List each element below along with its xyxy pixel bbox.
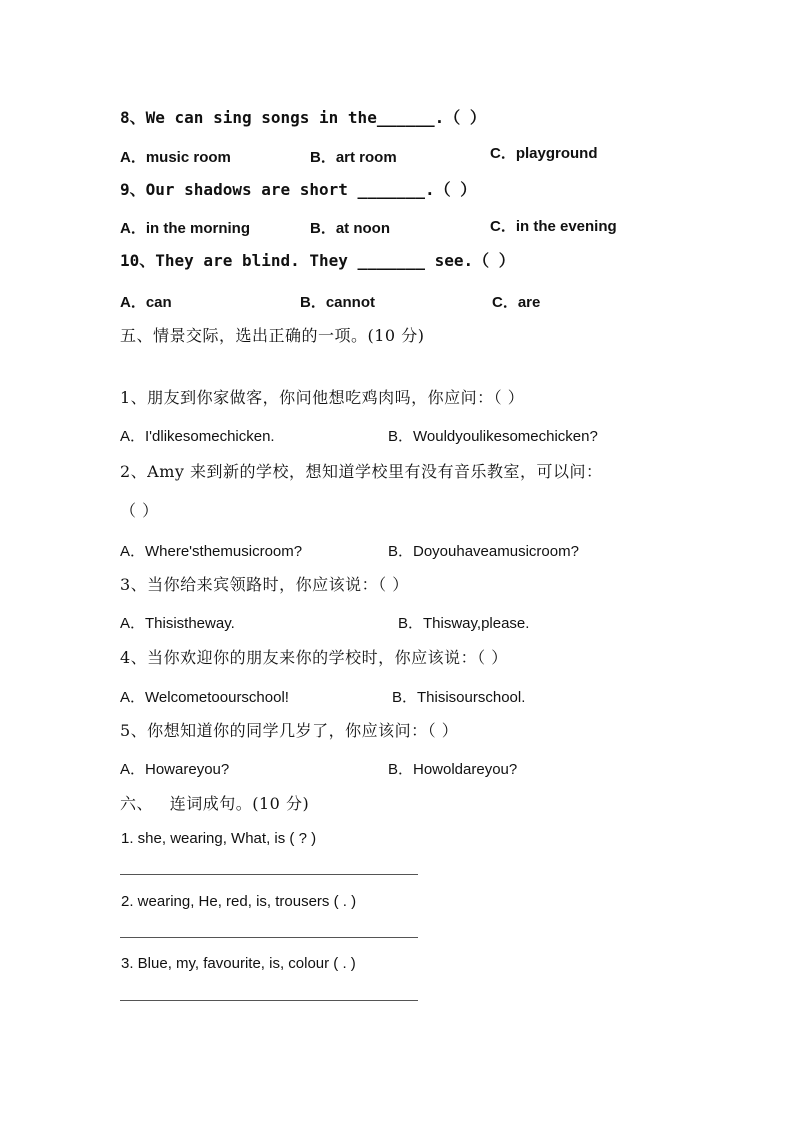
s6-item-3: 3. Blue, my, favourite, is, colour ( . ) (121, 955, 356, 972)
s6-item-2: 2. wearing, He, red, is, trousers ( . ) (121, 893, 357, 910)
s5-question-2: 2、Amy 来到新的学校，想知道学校里有没有音乐教室，可以问： (120, 462, 603, 481)
section-5-title: 五、情景交际，选出正确的一项。(10 分) (120, 326, 425, 345)
s5-q1-option-a: A．I'dlikesomechicken. (120, 428, 275, 445)
s5-q5-option-a: A．Howareyou? (120, 761, 230, 778)
q10-option-b: B．cannot (300, 294, 376, 311)
s5-q3-option-a: A．Thisistheway. (120, 615, 235, 632)
q9-option-c: C．in the evening (490, 218, 617, 235)
q8-option-a: A．music room (120, 149, 231, 166)
s5-question-4: 4、当你欢迎你的朋友来你的学校时，你应该说：（ ） (120, 648, 508, 667)
q9-option-b: B．at noon (310, 220, 390, 237)
s5-q4-option-a: A．Welcometoourschool! (120, 689, 289, 706)
s6-answer-line-3 (120, 1000, 418, 1001)
question-10: 10、They are blind. They _______ see.（ ） (120, 251, 515, 270)
s5-q2-option-b: B．Doyouhaveamusicroom? (388, 543, 579, 560)
q8-option-c: C．playground (490, 145, 598, 162)
q8-option-b: B．art room (310, 149, 397, 166)
q10-option-c: C．are (492, 294, 541, 311)
s5-question-2-paren: （ ） (120, 501, 159, 520)
s6-answer-line-1 (120, 874, 418, 875)
section-6-title: 六、 连词成句。(10 分) (120, 794, 310, 813)
s5-q4-option-b: B．Thisisourschool. (392, 689, 526, 706)
s5-question-5: 5、你想知道你的同学几岁了，你应该问：（ ） (120, 721, 459, 740)
s6-item-1: 1. she, wearing, What, is ( ? ) (121, 830, 317, 847)
q9-option-a: A．in the morning (120, 220, 250, 237)
s5-q2-option-a: A．Where'sthemusicroom? (120, 543, 303, 560)
s5-question-3: 3、当你给来宾领路时，你应该说：（ ） (120, 575, 409, 594)
s5-question-1: 1、朋友到你家做客，你问他想吃鸡肉吗，你应问：（ ） (120, 388, 525, 407)
s5-q1-option-b: B．Wouldyoulikesomechicken? (388, 428, 598, 445)
s5-q3-option-b: B．Thisway,please. (398, 615, 530, 632)
question-8: 8、We can sing songs in the______.（ ） (120, 108, 486, 127)
question-9: 9、Our shadows are short _______.（ ） (120, 180, 477, 199)
q10-option-a: A．can (120, 294, 172, 311)
s6-answer-line-2 (120, 937, 418, 938)
s5-q5-option-b: B．Howoldareyou? (388, 761, 518, 778)
